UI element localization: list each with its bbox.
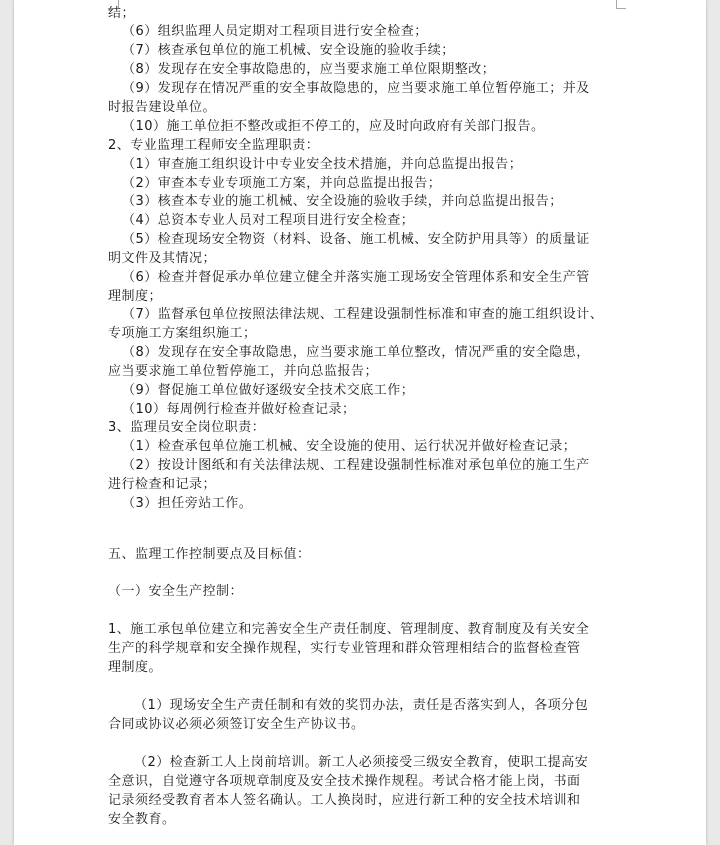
subsection-heading: （一）安全生产控制：	[108, 584, 244, 599]
text-line: 理制度；	[108, 289, 163, 304]
text-line: （8）发现存在安全事故隐患，应当要求施工单位整改，情况严重的安全隐患，	[122, 345, 590, 360]
text-line: 专项施工方案组织施工；	[108, 326, 257, 341]
text-line: 合同或协议必须必须签订安全生产协议书。	[108, 717, 365, 732]
text-line: （6）组织监理人员定期对工程项目进行安全检查；	[122, 24, 428, 39]
text-line: （8）发现存在安全事故隐患的，应当要求施工单位限期整改；	[122, 62, 496, 77]
text-line: 结；	[108, 6, 136, 21]
section-heading: 3、监理员安全岗位职责：	[108, 420, 266, 435]
text-line: （7）监督承包单位按照法律法规、工程建设强制性标准和审查的施工组织设计、	[122, 307, 604, 322]
text-line: （3）核查本专业的施工机械、安全设施的验收手续，并向总监提出报告；	[122, 194, 563, 209]
text-line: （9）发现存在情况严重的安全事故隐患的，应当要求施工单位暂停施工；并及	[122, 81, 590, 96]
text-line: （9）督促施工单位做好逐级安全技术交底工作；	[122, 383, 415, 398]
text-line: （10）每周例行检查并做好检查记录；	[122, 402, 356, 417]
text-line: （10）施工单位拒不整改或拒不停工的，应及时向政府有关部门报告。	[122, 119, 545, 134]
text-line: （2）检查新工人上岗前培训。新工人必须接受三级安全教育，使职工提高安	[134, 755, 589, 770]
text-line: 1、施工承包单位建立和完善安全生产责任制度、管理制度、教育制度及有关安全	[108, 622, 590, 637]
text-line: （4）总资本专业人员对工程项目进行安全检查；	[122, 213, 415, 228]
text-line: 进行检查和记录；	[108, 477, 217, 492]
margin-mark-top-right-v	[616, 0, 627, 9]
text-line: （2）按设计图纸和有关法律法规、工程建设强制性标准对承包单位的施工生产	[122, 458, 590, 473]
text-line: 生产的科学规章和安全操作规程，实行专业管理和群众管理相结合的监督检查管	[108, 641, 581, 656]
text-line: （5）检查现场安全物资（材料、设备、施工机械、安全防护用具等）的质量证	[122, 232, 590, 247]
text-line: （1）现场安全生产责任制和有效的奖罚办法，责任是否落实到人，各项分包	[134, 698, 589, 713]
text-line: 记录须经受教育者本人签名确认。工人换岗时，应进行新工种的安全技术培训和	[108, 793, 581, 808]
chapter-heading: 五、监理工作控制要点及目标值：	[108, 547, 311, 562]
text-line: （7）核查承包单位的施工机械、安全设施的验收手续；	[122, 43, 455, 58]
document-page	[14, 0, 706, 845]
text-line: 全意识，自觉遵守各项规章制度及安全技术操作规程。考试合格才能上岗，书面	[108, 774, 581, 789]
text-line: 理制度。	[108, 660, 163, 675]
text-line: （1）审查施工组织设计中专业安全技术措施，并向总监提出报告；	[122, 157, 523, 172]
text-line: 时报告建设单位。	[108, 100, 217, 115]
text-line: 明文件及其情况；	[108, 251, 217, 266]
text-line: 安全教育。	[108, 812, 176, 827]
text-line: （3）担任旁站工作。	[122, 496, 253, 511]
text-line: 应当要求施工单位暂停施工，并向总监报告；	[108, 364, 379, 379]
text-line: （1）检查承包单位施工机械、安全设施的使用、运行状况并做好检查记录；	[122, 439, 577, 454]
section-heading: 2、专业监理工程师安全监理职责：	[108, 138, 320, 153]
text-line: （6）检查并督促承办单位建立健全并落实施工现场安全管理体系和安全生产管	[122, 270, 590, 285]
text-line: （2）审查本专业专项施工方案，并向总监提出报告；	[122, 176, 442, 191]
